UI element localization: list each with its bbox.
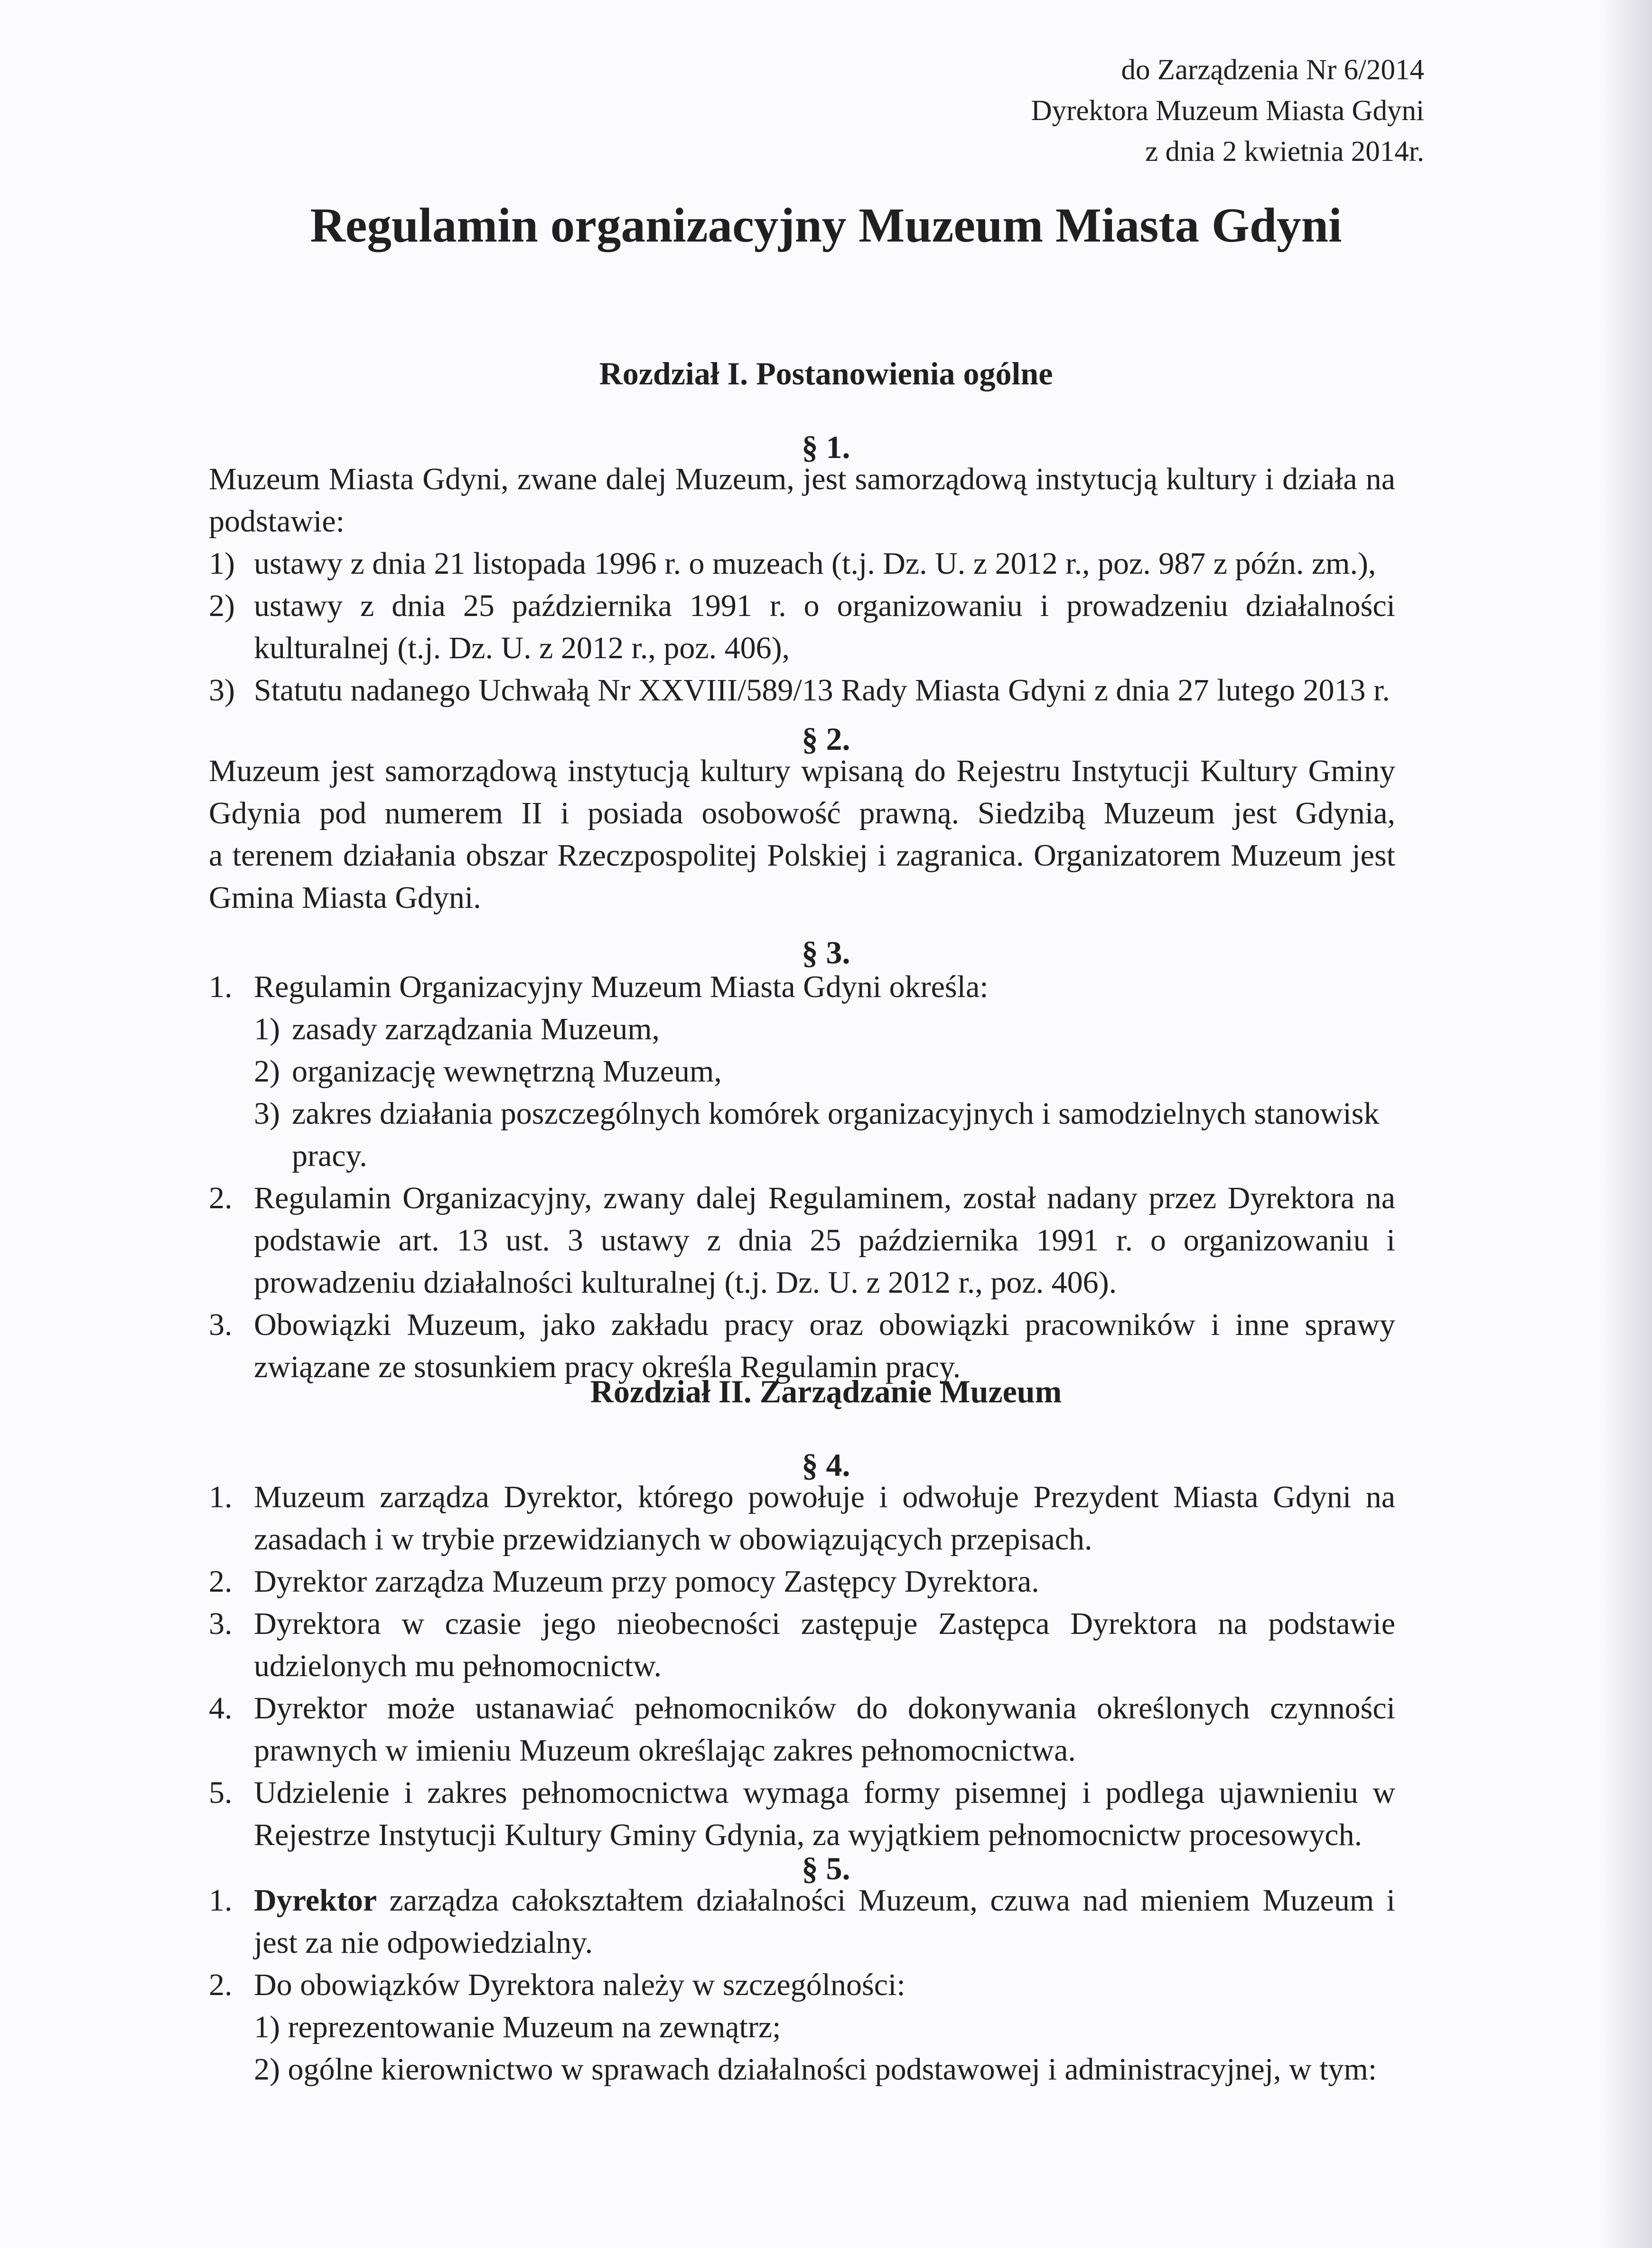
item-number: 1. [209, 1480, 233, 1514]
item-text: Dyrektor zarządza Muzeum przy pomocy Zastępcy Dyrektora. [254, 1564, 1039, 1599]
subitem-number: 3) [254, 1096, 280, 1131]
section-3-point-2-line-3 [209, 1261, 1395, 1304]
chapter-1-heading: Rozdział I. Postanowienia ogólne [599, 355, 1053, 392]
section-4-label: § 4. [802, 1447, 850, 1483]
section-4-item-5 [209, 1772, 1395, 1814]
section-3-body [209, 966, 1395, 1388]
section-4-item-4-continued [209, 1729, 1395, 1772]
item-text: Statutu nadanego Uchwałą Nr XXVIII/589/13 Rady Miasta Gdyni z dnia 27 lutego 2013 r. [254, 673, 1390, 708]
item-text-line-1: Dyrektor może ustanawiać pełnomocników do dokonywania określonych czynności [254, 1691, 1395, 1726]
point-text-line-2: 1) reprezentowanie Muzeum na zewnątrz; [254, 2010, 781, 2044]
section-3-point-1 [209, 966, 1395, 1008]
item-number: 2) [209, 588, 235, 623]
point-text-line-3: 2) ogólne kierownictwo w sprawach działalności podstawowej i administracyjnej, w tym: [254, 2052, 1377, 2087]
reference-line-1: do Zarządzenia Nr 6/2014 [1121, 54, 1424, 86]
section-1-item-1 [209, 542, 1395, 585]
subitem-text-line-1: zakres działania poszczególnych komórek organizacyjnych i samodzielnych stanowisk [292, 1096, 1380, 1131]
item-text-line-2: Rejestrze Instytucji Kultury Gminy Gdynia, za wyjątkiem pełnomocnictw procesowych. [254, 1818, 1363, 1852]
subitem-text: organizację wewnętrzną Muzeum, [292, 1054, 722, 1089]
item-text-line-2: zasadach i w trybie przewidzianych w obowiązujących przepisach. [254, 1522, 1092, 1557]
section-2-line-2: Gdynia pod numerem II i posiada osobowość prawną. Siedzibą Muzeum jest Gdynia, [209, 796, 1395, 830]
section-2-body [209, 750, 1395, 919]
item-number: 3) [209, 673, 235, 708]
point-text-line-1: Regulamin Organizacyjny, zwany dalej Regulaminem, został nadany przez Dyrektora na [254, 1181, 1395, 1215]
subitem-number: 1) [254, 1012, 280, 1046]
item-text-line-2: prawnych w imieniu Muzeum określając zakres pełnomocnictwa. [254, 1733, 1076, 1768]
section-1-item-2 [209, 585, 1395, 627]
section-5-body [209, 1879, 1395, 2090]
point-text-line-2: podstawie art. 13 ust. 3 ustawy z dnia 25 października 1991 r. o organizowaniu i [254, 1223, 1395, 1258]
section-4-item-3-continued [209, 1645, 1395, 1687]
section-4-item-1-continued [209, 1518, 1395, 1560]
section-3-point-2-line-2 [209, 1219, 1395, 1261]
point-text-line-1: Obowiązki Muzeum, jako zakładu pracy oraz obowiązki pracowników i inne sprawy [254, 1307, 1395, 1342]
item-number: 3. [209, 1606, 233, 1641]
section-4-body [209, 1476, 1395, 1856]
section-1-item-3 [209, 669, 1395, 711]
point-number: 1. [209, 970, 233, 1004]
section-1-label: § 1. [802, 429, 850, 465]
section-1-item-2-continued [209, 627, 1395, 669]
section-2-label: § 2. [802, 721, 850, 757]
section-5-point-2 [209, 1964, 1395, 2006]
item-text-line-2: udzielonych mu pełnomocnictw. [254, 1649, 662, 1683]
point-number: 1. [209, 1883, 233, 1918]
point-text-line-1 [209, 1879, 1395, 1922]
section-3-point-3 [209, 1304, 1395, 1346]
section-3-label: § 3. [802, 934, 850, 970]
section-5-point-2-line-3 [209, 2048, 1395, 2090]
document-title: Regulamin organizacyjny Muzeum Miasta Gdyni [310, 198, 1342, 252]
section-3-subitem-2 [209, 1050, 1395, 1092]
reference-line-2: Dyrektora Muzeum Miasta Gdyni [1031, 95, 1424, 127]
section-4-item-2 [209, 1560, 1395, 1603]
point-text: Regulamin Organizacyjny Muzeum Miasta Gdyni określa: [254, 970, 989, 1004]
reference-line-3: z dnia 2 kwietnia 2014r. [1145, 136, 1424, 168]
section-4-item-3 [209, 1603, 1395, 1645]
point-text-rest: zarządza całokształtem działalności Muzeum, czuwa nad mieniem Muzeum i [377, 1883, 1395, 1918]
subitem-text-line-2: pracy. [292, 1138, 367, 1173]
subitem-number: 2) [254, 1054, 280, 1089]
section-4-item-1 [209, 1476, 1395, 1518]
document-reference-note [1031, 50, 1424, 172]
scan-shadow-edge [1600, 0, 1652, 2248]
point-text-line-1: Do obowiązków Dyrektora należy w szczególności: [254, 1968, 905, 2002]
item-number: 1) [209, 546, 235, 581]
point-text-line-3: prowadzeniu działalności kulturalnej (t.j. Dz. U. z 2012 r., poz. 406). [254, 1265, 1117, 1300]
director-emphasis: Dyrektor [254, 1883, 377, 1918]
point-number: 2. [209, 1181, 233, 1215]
point-number: 2. [209, 1968, 233, 2002]
point-text-line-2: związane ze stosunkiem pracy określa Regulamin pracy. [254, 1350, 961, 1384]
section-1-intro-line-2: podstawie: [209, 504, 345, 539]
item-text-line-1: Udzielenie i zakres pełnomocnictwa wymaga formy pisemnej i podlega ujawnieniu w [254, 1775, 1395, 1810]
item-number: 2. [209, 1564, 233, 1599]
section-2-line-1: Muzeum jest samorządową instytucją kultury wpisaną do Rejestru Instytucji Kultury Gminy [209, 754, 1395, 788]
section-5-label: § 5. [802, 1850, 850, 1886]
point-number: 3. [209, 1307, 233, 1342]
section-1-body [209, 458, 1395, 711]
section-3-subitem-1 [209, 1008, 1395, 1050]
section-5-point-1-continued [209, 1922, 1395, 1964]
section-5-point-2-line-2 [209, 2006, 1395, 2048]
chapter-2-heading: Rozdział II. Zarządzanie Muzeum [590, 1373, 1062, 1409]
section-3-point-2 [209, 1177, 1395, 1219]
section-4-item-4 [209, 1687, 1395, 1729]
item-text-line-1: Muzeum zarządza Dyrektor, którego powołuje i odwołuje Prezydent Miasta Gdyni na [254, 1480, 1395, 1514]
item-text-line-1: ustawy z dnia 25 października 1991 r. o organizowaniu i prowadzeniu działalności [254, 588, 1395, 623]
item-number: 4. [209, 1691, 233, 1726]
section-1-intro-line-1: Muzeum Miasta Gdyni, zwane dalej Muzeum, jest samorządową instytucją kultury i działa na [209, 462, 1395, 496]
item-number: 5. [209, 1775, 233, 1810]
subitem-text: zasady zarządzania Muzeum, [292, 1012, 660, 1046]
section-2-line-3: a terenem działania obszar Rzeczpospolitej Polskiej i zagranica. Organizatorem Muzeum jest [209, 838, 1395, 873]
section-5-point-1 [209, 1879, 1395, 1922]
point-text-line-2: jest za nie odpowiedzialny. [254, 1925, 593, 1960]
item-text-line-2: kulturalnej (t.j. Dz. U. z 2012 r., poz. 406), [254, 631, 790, 665]
item-text-line-1: Dyrektora w czasie jego nieobecności zastępuje Zastępca Dyrektora na podstawie [254, 1606, 1395, 1641]
section-3-subitem-3 [209, 1092, 1395, 1135]
section-2-line-4: Gmina Miasta Gdyni. [209, 880, 481, 915]
section-3-subitem-3-continued [209, 1135, 1395, 1177]
item-text: ustawy z dnia 21 listopada 1996 r. o muzeach (t.j. Dz. U. z 2012 r., poz. 987 z późn. zm.), [254, 546, 1376, 581]
